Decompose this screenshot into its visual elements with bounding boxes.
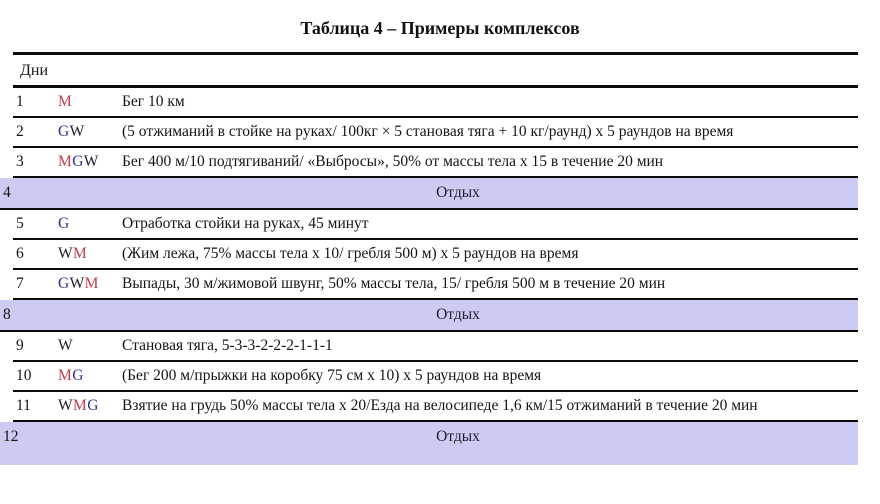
modality-code: G xyxy=(58,215,70,232)
workout-description: (Жим лежа, 75% массы тела х 10/ гребля 500 м) х 5 раундов на время xyxy=(122,245,579,262)
day-number: 2 xyxy=(16,123,24,140)
workout-description: Бег 10 км xyxy=(122,93,185,110)
day-number: 4 xyxy=(3,184,11,201)
modality-code: W xyxy=(58,337,74,354)
workout-description: Взятие на грудь 50% массы тела х 20/Езда на велосипеде 1,6 км/15 отжиманий в течение 20 мин xyxy=(122,397,758,414)
day-number: 7 xyxy=(16,275,24,292)
modality-codes xyxy=(58,91,122,112)
day-number: 6 xyxy=(16,245,24,262)
modality-code: M xyxy=(84,275,99,292)
modality-code: M xyxy=(73,245,88,262)
rest-row xyxy=(0,300,858,332)
day-number: 5 xyxy=(16,215,24,232)
modality-code: W xyxy=(58,245,74,262)
modality-code: M xyxy=(58,367,73,384)
day-number: 11 xyxy=(16,397,31,414)
modality-code: W xyxy=(83,153,99,170)
table-row xyxy=(13,88,858,118)
day-number: 12 xyxy=(3,428,19,445)
modality-code: G xyxy=(72,367,84,384)
workout-description: Выпады, 30 м/жимовой швунг, 50% массы тела, 15/ гребля 500 м в течение 20 мин xyxy=(122,275,666,292)
day-number: 8 xyxy=(3,306,11,323)
workout-description: (Бег 200 м/прыжки на коробку 75 см х 10) х 5 раундов на время xyxy=(122,367,542,384)
table-row xyxy=(13,392,858,422)
rest-row xyxy=(0,422,858,465)
day-number: 1 xyxy=(16,93,24,110)
day-number: 10 xyxy=(16,367,32,384)
modality-code: W xyxy=(58,397,74,414)
modality-codes xyxy=(58,365,122,386)
modality-code: G xyxy=(87,397,99,414)
modality-codes xyxy=(58,335,122,356)
modality-codes xyxy=(58,243,122,264)
modality-codes xyxy=(58,151,122,172)
table-row xyxy=(13,210,858,240)
modality-code: W xyxy=(69,123,85,140)
table-caption: Таблица 4 – Примеры комплексов xyxy=(300,18,580,38)
day-number: 9 xyxy=(16,337,24,354)
table-body xyxy=(3,88,858,465)
table-header-row xyxy=(13,55,858,88)
table-row xyxy=(13,118,858,148)
modality-codes xyxy=(58,273,122,294)
modality-codes xyxy=(58,213,122,234)
workout-description: (5 отжиманий в стойке на руках/ 100кг × 5 становая тяга + 10 кг/раунд) х 5 раундов на время xyxy=(122,123,734,140)
table-row xyxy=(13,148,858,178)
rest-label: Отдых xyxy=(436,184,480,201)
table-row xyxy=(13,270,858,300)
workout-table xyxy=(3,52,858,465)
table-row xyxy=(13,362,858,392)
workout-description: Отработка стойки на руках, 45 минут xyxy=(122,215,369,232)
modality-code: G xyxy=(58,275,70,292)
modality-codes xyxy=(58,395,122,416)
days-column-header: Дни xyxy=(20,62,49,79)
rest-row xyxy=(0,178,858,210)
modality-code: G xyxy=(58,123,70,140)
day-number: 3 xyxy=(16,153,24,170)
table-row xyxy=(13,332,858,362)
modality-code: W xyxy=(69,275,85,292)
rest-label: Отдых xyxy=(436,306,480,323)
modality-codes xyxy=(58,121,122,142)
rest-label: Отдых xyxy=(436,428,480,445)
modality-code: M xyxy=(58,93,73,110)
modality-code: M xyxy=(73,397,88,414)
workout-description: Становая тяга, 5-3-3-2-2-2-1-1-1 xyxy=(122,337,333,354)
modality-code: M xyxy=(58,153,73,170)
table-row xyxy=(13,240,858,270)
modality-code: G xyxy=(72,153,84,170)
workout-description: Бег 400 м/10 подтягиваний/ «Выбросы», 50% от массы тела х 15 в течение 20 мин xyxy=(122,153,664,170)
